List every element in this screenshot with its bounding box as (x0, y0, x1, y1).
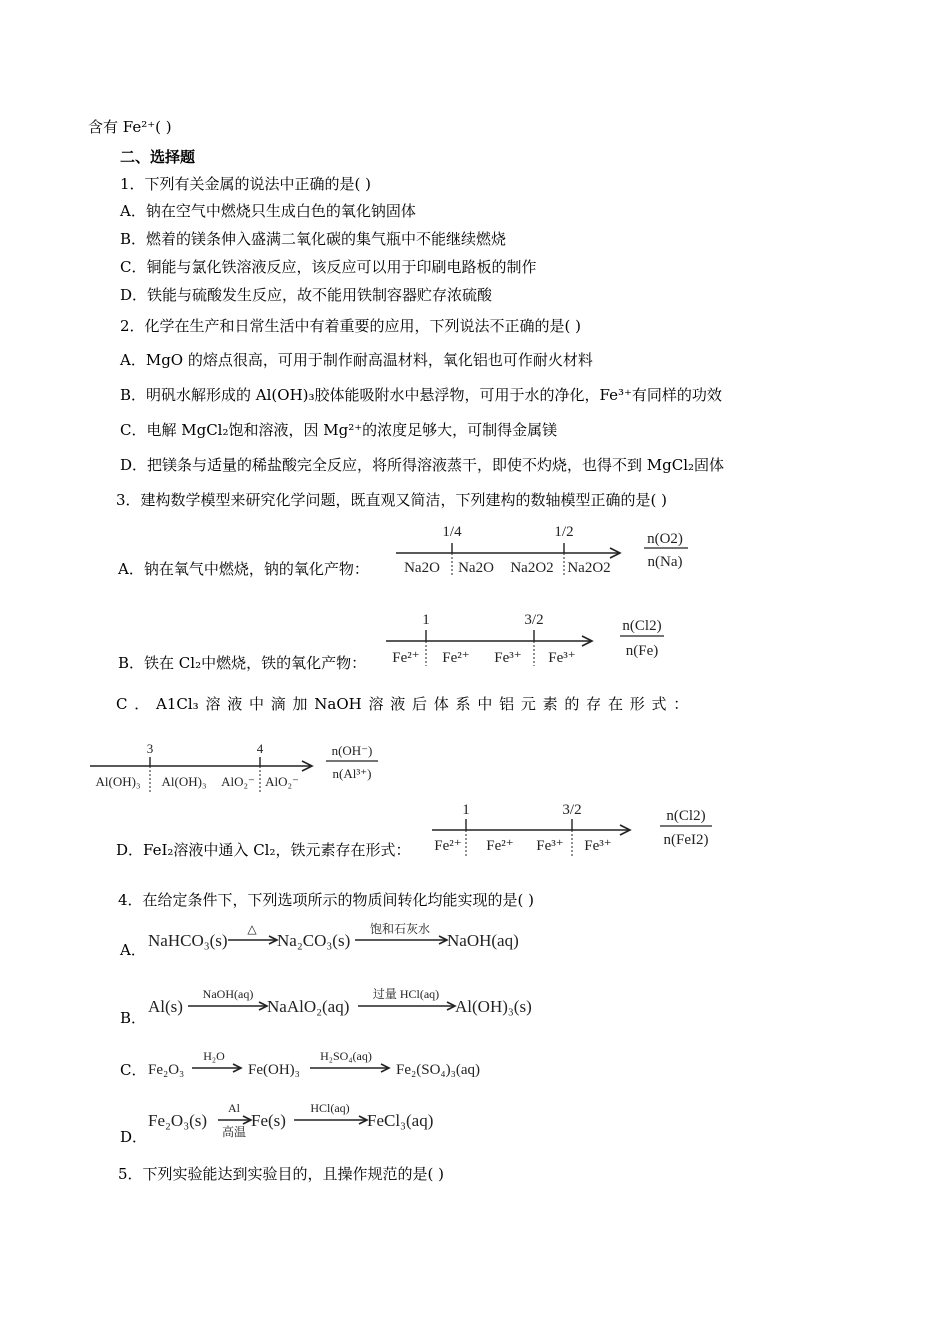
axis-a-ratio-den: n(Na) (647, 554, 683, 570)
q3-option-c-label: C ． A1Cl₃ 溶 液 中 滴 加 NaOH 溶 液 后 体 系 中 铝 元 素 的 存 在 形 式 ： (116, 695, 689, 713)
q4-option-d-equation (148, 1098, 548, 1140)
q4-option-c-equation (148, 1044, 548, 1080)
q4d-species-2: Fe(s) (251, 1111, 286, 1130)
number-axis-b (384, 608, 684, 670)
q3-option-a-label: A．钠在氧气中燃烧，钠的氧化产物： (118, 560, 369, 578)
axis-c-region-4: AlO₂⁻ (265, 774, 299, 789)
q2-option-a: A．MgO 的熔点很高，可用于制作耐高温材料，氧化铝也可作耐火材料 (120, 351, 593, 369)
axis-b-region-4: Fe³⁺ (548, 650, 576, 666)
axis-d-tick-2: 3/2 (562, 802, 582, 818)
q4b-species-3: Al(OH)₃(s) (455, 997, 532, 1016)
q4c-species-3: Fe₂(SO₄)₃(aq) (396, 1062, 481, 1078)
q1-stem: 1．下列有关金属的说法中正确的是( ) (120, 175, 372, 193)
axis-d-ratio-den: n(FeI2) (663, 832, 709, 848)
q4d-species-1: Fe₂O₃(s) (148, 1111, 208, 1130)
q4b-species-2: NaAlO₂(aq) (267, 997, 350, 1016)
q4a-condition-2: 饱和石灰水 (369, 922, 431, 936)
q1-option-b: B．燃着的镁条伸入盛满二氧化碳的集气瓶中不能继续燃烧 (120, 230, 507, 248)
axis-b-region-3: Fe³⁺ (494, 650, 522, 666)
section-title: 二、选择题 (120, 148, 196, 166)
q4c-condition-1: H₂O (203, 1049, 225, 1063)
q4d-species-3: FeCl₃(aq) (367, 1111, 434, 1130)
axis-a-region-1: Na2O (404, 560, 440, 576)
q4c-condition-2: H₂SO₄(aq) (320, 1049, 372, 1063)
axis-c-tick-2: 4 (256, 741, 264, 756)
axis-c-region-3: AlO₂⁻ (221, 774, 255, 789)
axis-b-ratio-den: n(Fe) (625, 643, 659, 659)
q4-option-a-letter: A． (120, 941, 146, 959)
q4a-species-2: Na₂CO₃(s) (277, 931, 351, 950)
q4d-condition-1b: 高温 (221, 1125, 247, 1139)
axis-b-region-1: Fe²⁺ (392, 650, 420, 666)
q4-option-b-letter: B． (120, 1009, 147, 1027)
q2-stem: 2．化学在生产和日常生活中有着重要的应用，下列说法不正确的是( ) (120, 317, 582, 335)
q4d-condition-2: HCl(aq) (310, 1101, 350, 1115)
axis-a-tick-1: 1/4 (442, 524, 462, 540)
q4-option-a-equation (148, 918, 548, 954)
number-axis-a (392, 518, 702, 578)
axis-c-region-1: Al(OH)₃ (95, 774, 141, 789)
q3-stem: 3．建构数学模型来研究化学问题，既直观又简洁，下列建构的数轴模型正确的是( ) (116, 491, 668, 509)
axis-d-region-2: Fe²⁺ (486, 838, 514, 854)
axis-a-region-2: Na2O (458, 560, 494, 576)
axis-d-region-1: Fe²⁺ (434, 838, 462, 854)
axis-b-ratio-num: n(Cl2) (622, 618, 662, 634)
q4-option-b-equation (148, 982, 568, 1018)
axis-c-tick-1: 3 (146, 741, 154, 756)
number-axis-c (88, 738, 398, 798)
q4a-species-1: NaHCO₃(s) (148, 931, 228, 950)
q2-option-d: D．把镁条与适量的稀盐酸完全反应，将所得溶液蒸干，即使不灼烧，也得不到 MgCl₂固体 (120, 456, 725, 474)
q4a-condition-1: △ (247, 922, 257, 936)
q2-option-b: B．明矾水解形成的 Al(OH)₃胶体能吸附水中悬浮物，可用于水的净化，Fe³⁺有同样的功效 (120, 386, 722, 404)
axis-d-region-3: Fe³⁺ (536, 838, 564, 854)
q4b-species-1: Al(s) (148, 997, 183, 1016)
q1-option-d: D．铁能与硫酸发生反应，故不能用铁制容器贮存浓硫酸 (120, 286, 493, 304)
axis-c-region-2: Al(OH)₃ (161, 774, 207, 789)
q4c-species-1: Fe₂O₃ (148, 1062, 185, 1078)
q4b-condition-2: 过量 HCl(aq) (372, 987, 440, 1001)
axis-c-ratio-den: n(Al³⁺) (332, 766, 372, 781)
q1-option-a: A．钠在空气中燃烧只生成白色的氧化钠固体 (120, 202, 416, 220)
axis-a-tick-2: 1/2 (554, 524, 574, 540)
q3-option-d-label: D．FeI₂溶液中通入 Cl₂，铁元素存在形式： (116, 841, 411, 859)
intro-line: 含有 Fe²⁺( ) (88, 118, 172, 136)
axis-d-ratio-num: n(Cl2) (666, 808, 706, 824)
axis-d-region-4: Fe³⁺ (584, 838, 612, 854)
q4c-species-2: Fe(OH)₃ (248, 1062, 300, 1078)
axis-a-region-3: Na2O2 (510, 560, 554, 576)
q3-option-b-label: B．铁在 Cl₂中燃烧，铁的氧化产物： (118, 654, 367, 672)
axis-a-ratio-num: n(O2) (647, 531, 683, 547)
axis-b-tick-1: 1 (422, 612, 430, 628)
q2-option-c: C．电解 MgCl₂饱和溶液，因 Mg²⁺的浓度足够大，可制得金属镁 (120, 421, 558, 439)
axis-d-tick-1: 1 (462, 802, 470, 818)
q4b-condition-1: NaOH(aq) (202, 987, 254, 1001)
axis-c-ratio-num: n(OH⁻) (331, 743, 373, 758)
q4d-condition-1: Al (228, 1101, 240, 1115)
q4a-species-3: NaOH(aq) (447, 931, 519, 950)
q1-option-c: C．铜能与氯化铁溶液反应，该反应可以用于印刷电路板的制作 (120, 258, 537, 276)
axis-b-region-2: Fe²⁺ (442, 650, 470, 666)
number-axis-d (430, 798, 730, 860)
q4-option-c-letter: C． (120, 1061, 147, 1079)
axis-a-region-4: Na2O2 (567, 560, 611, 576)
q5-stem: 5．下列实验能达到实验目的，且操作规范的是( ) (118, 1165, 445, 1183)
q4-option-d-letter: D． (120, 1128, 148, 1146)
axis-b-tick-2: 3/2 (524, 612, 544, 628)
q4-stem: 4．在给定条件下，下列选项所示的物质间转化均能实现的是( ) (118, 891, 535, 909)
